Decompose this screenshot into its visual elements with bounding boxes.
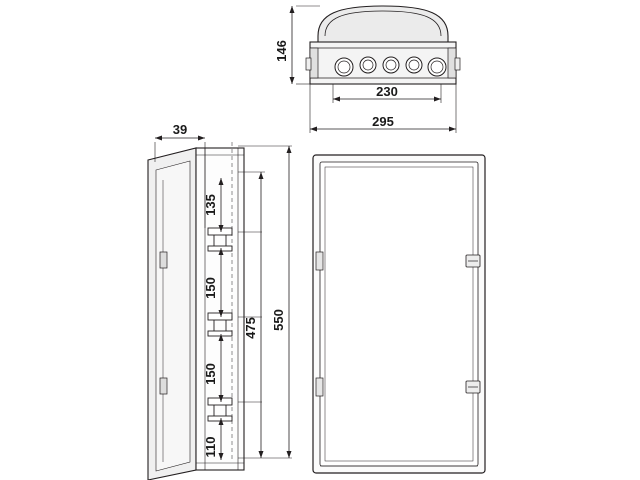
side-view bbox=[148, 148, 244, 480]
dimension-230-label: 230 bbox=[376, 84, 398, 99]
front-view bbox=[313, 155, 485, 473]
top-view-left-tab bbox=[306, 58, 311, 70]
dimension-295-label: 295 bbox=[372, 114, 394, 129]
dimension-550-label: 550 bbox=[271, 309, 286, 331]
side-view-door-inner bbox=[156, 161, 190, 471]
top-view-right-tab bbox=[455, 58, 460, 70]
dimension-230 bbox=[333, 84, 441, 103]
dimension-135-label: 135 bbox=[203, 194, 218, 216]
front-view-hinge-bottom bbox=[316, 378, 323, 396]
dimension-550 bbox=[271, 146, 292, 458]
dimension-150-lower-label: 150 bbox=[203, 363, 218, 385]
dimension-39-label: 39 bbox=[172, 122, 188, 137]
front-view-door bbox=[320, 162, 478, 466]
dimension-110-label: 110 bbox=[203, 436, 218, 458]
dimension-150-upper-label: 150 bbox=[203, 277, 218, 299]
dimension-146-label: 146 bbox=[274, 40, 289, 62]
front-view-hinge-top bbox=[316, 252, 323, 270]
side-view-hinge-top bbox=[160, 252, 167, 268]
top-view bbox=[306, 6, 460, 84]
dimension-475-label: 475 bbox=[243, 317, 258, 339]
side-view-hinge-bottom bbox=[160, 378, 167, 394]
